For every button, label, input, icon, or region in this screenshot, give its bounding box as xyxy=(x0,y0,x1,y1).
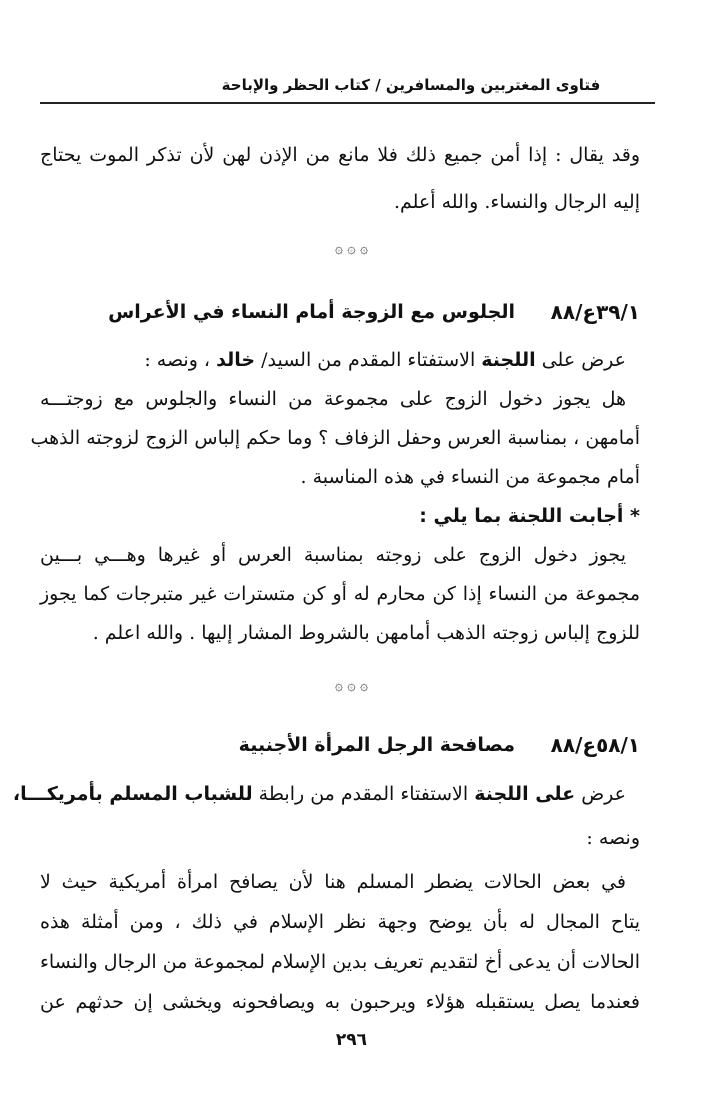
intro-line-2: إليه الرجال والنساء. والله أعلم. xyxy=(393,191,640,213)
running-header: فتاوى المغتربين والمسافرين / كتاب الحظر والإباحة xyxy=(221,76,601,94)
section-separator: ۞ ۞ ۞ xyxy=(334,241,369,257)
fatwa-2-question-line-3: الحالات أن يدعى أخ لتقديم تعريف بدين الإسلام لمجموعة من الرجال والنساء xyxy=(40,951,640,973)
fatwa-1-number: ٣٩/١ع/٨٨ xyxy=(550,300,640,324)
fatwa-1-question-line-3: أمام مجموعة من النساء في هذه المناسبة . xyxy=(300,466,640,488)
fatwa-1-answer-line-2: مجموعة من النساء إذا كن محارم له أو كن متسترات غير متبرجات كما يجوز xyxy=(40,583,640,605)
fatwa-2-question-line-1: في بعض الحالات يضطر المسلم هنا لأن يصافح امرأة أمريكية حيث لا xyxy=(40,871,626,893)
fatwa-2-title: مصافحة الرجل المرأة الأجنبية xyxy=(238,734,515,756)
fatwa-2-question-intro-end: ونصه : xyxy=(586,827,640,849)
fatwa-2-question-intro: عرض على اللجنة الاستفتاء المقدم من رابطة للشباب المسلم بأمريكـــا، xyxy=(12,783,626,805)
intro-line-1: وقد يقال : إذا أمن جميع ذلك فلا مانع من الإذن لهن لأن تذكر الموت يحتاج xyxy=(40,144,640,166)
fatwa-2-question-line-4: فعندما يصل يستقبله هؤلاء ويرحبون به ويصافحونه ويخشى إن حدثهم عن xyxy=(40,991,640,1013)
fatwa-1-answer-line-1: يجوز دخول الزوج على زوجته بمناسبة العرس أو غيرها وهـــي بـــين xyxy=(40,544,626,566)
fatwa-1-answer-line-3: للزوج إلباس زوجته الذهب أمامهن بالشروط المشار إليها . والله اعلم . xyxy=(92,622,640,644)
fatwa-2-question-line-2: يتاح المجال له بأن يوضح وجهة نظر الإسلام في ذلك ، ومن أمثلة هذه xyxy=(40,911,640,933)
fatwa-1-title: الجلوس مع الزوجة أمام النساء في الأعراس xyxy=(108,301,515,323)
section-separator-2: ۞ ۞ ۞ xyxy=(334,678,369,694)
fatwa-1-question-intro: عرض على اللجنة الاستفتاء المقدم من السيد/ خالد ، ونصه : xyxy=(144,349,626,371)
fatwa-2-number: ٥٨/١ع/٨٨ xyxy=(550,733,640,757)
fatwa-2-heading xyxy=(40,725,640,765)
fatwa-1-answer-label: * أجابت اللجنة بما يلي : xyxy=(419,505,640,527)
header-rule xyxy=(40,102,655,104)
fatwa-1-question-line-2: أمامهن ، بمناسبة العرس وحفل الزفاف ؟ وما حكم إلباس الزوج لزوجته الذهب xyxy=(30,427,640,449)
fatwa-1-heading xyxy=(40,292,640,332)
fatwa-1-question-line-1: هل يجوز دخول الزوج على مجموعة من النساء والجلوس مع زوجتـــه xyxy=(40,388,626,410)
page-number: ٢٩٦ xyxy=(335,1030,368,1050)
